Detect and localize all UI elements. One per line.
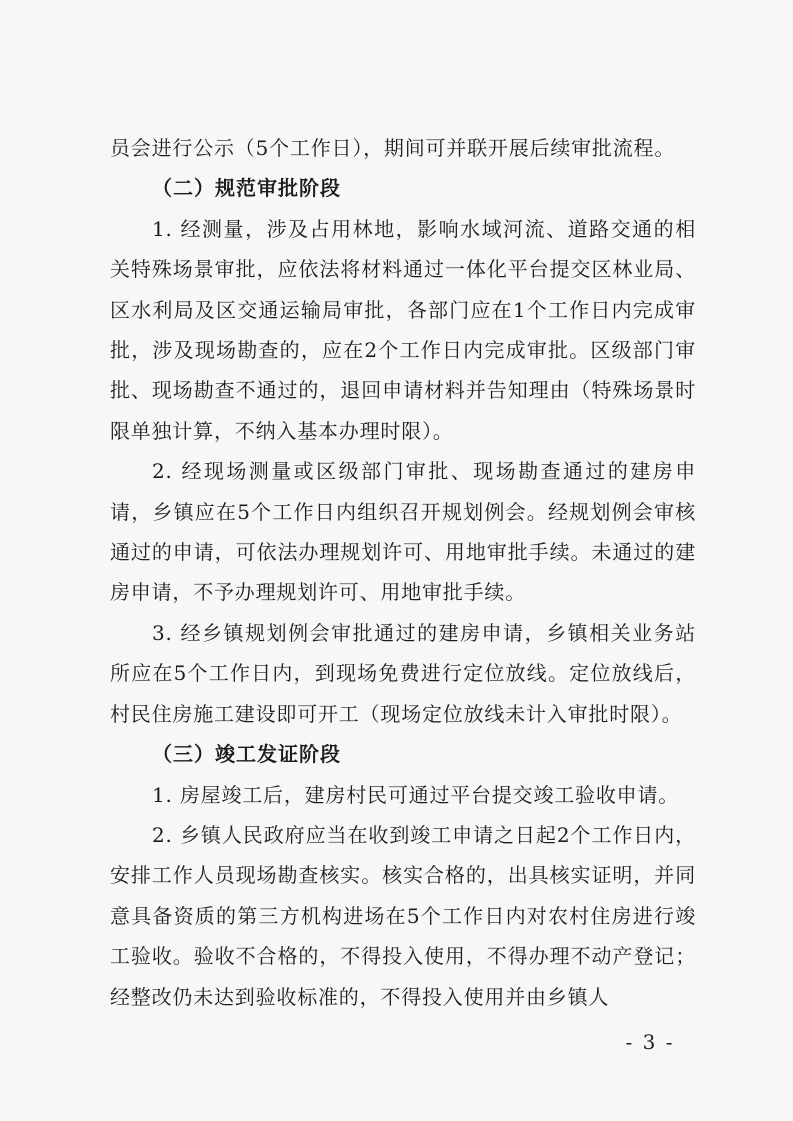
paragraph-review-2: 2. 经现场测量或区级部门审批、现场勘查通过的建房申请，乡镇应在5个工作日内组织召开规划例会。经规划例会审核通过的申请，可依法办理规划许可、用地审批手续。未通过的建房申请，不予办理规划许可、用地审批手续。 [110,459,696,605]
paragraph-completion-2: 2. 乡镇人民政府应当在收到竣工申请之日起2个工作日内，安排工作人员现场勘查核实。核实合格的，出具核实证明，并同意具备资质的第三方机构进场在5个工作日内对农村住房进行竣工验收。验收不合格的，不得投入使用，不得办理不动产登记；经整改仍未达到验收标准的，不得投入使用并由乡镇人 [110,822,696,1009]
paragraph-review-1: 1. 经测量，涉及占用林地，影响水域河流、道路交通的相关特殊场景审批，应依法将材料通过一体化平台提交区林业局、区水利局及区交通运输局审批，各部门应在1个工作日内完成审批，涉及现场勘查的，应在2个工作日内完成审批。区级部门审批、现场勘查不通过的，退回申请材料并告知理由（特殊场景时限单独计算，不纳入基本办理时限）。 [110,216,696,443]
paragraph-completion-1: 1. 房屋竣工后，建房村民可通过平台提交竣工验收申请。 [152,782,680,807]
section-heading-completion-stage: （三）竣工发证阶段 [152,742,341,767]
paragraph-review-3: 3. 经乡镇规划例会审批通过的建房申请，乡镇相关业务站所应在5个工作日内，到现场免费进行定位放线。定位放线后，村民住房施工建设即可开工（现场定位放线未计入审批时限）。 [110,620,696,726]
page-number: - 3 - [625,1030,675,1054]
body-text [110,128,696,1017]
paragraph-continuation: 员会进行公示（5个工作日），期间可并联开展后续审批流程。 [110,136,676,160]
section-heading-review-stage: （二）规范审批阶段 [152,176,341,201]
